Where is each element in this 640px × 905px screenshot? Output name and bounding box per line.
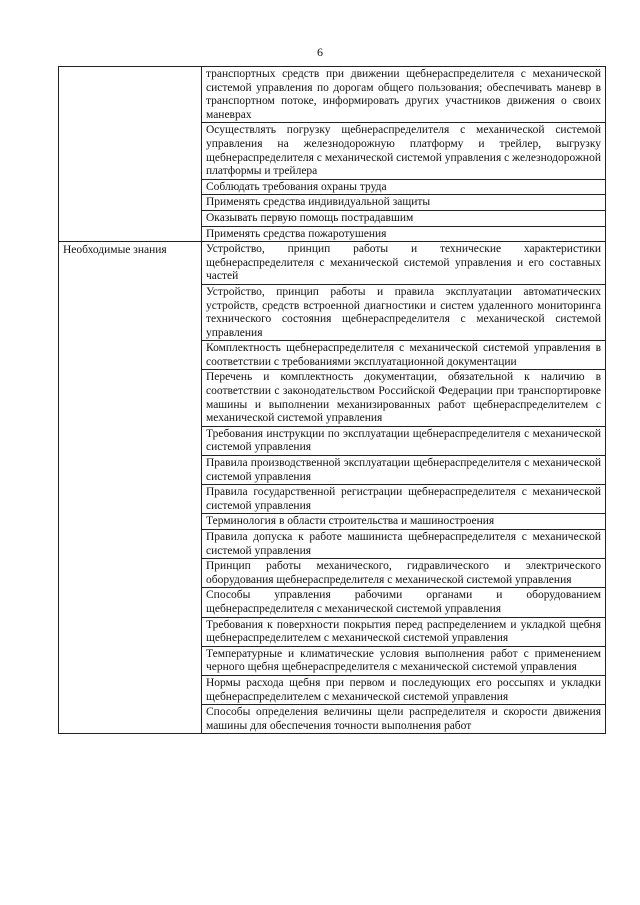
list-item: Соблюдать требования охраны труда — [202, 179, 605, 195]
table-row — [59, 242, 606, 734]
list-item: Устройство, принцип работы и правила эксплуатации автоматических устройств, средств встроенной диагностики и систем удаленного мониторинга технического состояния щебнераспределителя с механической системой управления — [202, 284, 605, 340]
list-item: Способы управления рабочими органами и оборудованием щебнераспределителя с механической системой управления — [202, 587, 605, 616]
list-item: Терминология в области строительства и машиностроения — [202, 513, 605, 529]
list-item: Способы определения величины щели распределителя и скорости движения машины для обеспечения точности выполнения работ — [202, 704, 605, 733]
list-item: Правила производственной эксплуатации щебнераспределителя с механической системой управления — [202, 455, 605, 484]
list-item: Требования к поверхности покрытия перед распределением и укладкой щебня щебнераспределителем с механической системой управления — [202, 617, 605, 646]
list-item: Правила допуска к работе машиниста щебнераспределителя с механической системой управления — [202, 529, 605, 558]
list-item: Температурные и климатические условия выполнения работ с применением черного щебня щебнераспределителя с механической системой управления — [202, 646, 605, 675]
page-number: 6 — [317, 45, 323, 59]
list-item: Нормы расхода щебня при первом и последующих его россыпях и укладки щебнераспределителем с механической системой управления — [202, 675, 605, 704]
table-row — [59, 67, 606, 242]
list-item: Применять средства пожаротушения — [202, 226, 605, 242]
list-item: Принцип работы механического, гидравлического и электрического оборудования щебнераспределителя с механической системой управления — [202, 558, 605, 587]
row-label — [59, 67, 201, 69]
list-item: Требования инструкции по эксплуатации щебнераспределителя с механической системой управления — [202, 426, 605, 455]
list-item: Устройство, принцип работы и технические характеристики щебнераспределителя с механической системой управления и его составных частей — [206, 243, 601, 283]
list-item: Перечень и комплектность документации, обязательной к наличию в соответствии с законодательством Российской Федерации при транспортировке машины и выполнении механизированных работ щебнераспределителем с механической системой управления — [202, 369, 605, 425]
list-item: Осуществлять погрузку щебнераспределителя с механической системой управления на железнодорожную платформу и трейлер, выгрузку щебнераспределителя с механической системой управления с железнодорожной платформы и трейлера — [202, 122, 605, 178]
row-label: Необходимые знания — [63, 244, 167, 257]
row-items-cell — [202, 242, 606, 734]
list-item: Правила государственной регистрации щебнераспределителя с механической системой управления — [202, 484, 605, 513]
row-label-cell — [59, 242, 202, 734]
competency-table — [58, 66, 606, 734]
row-label-cell — [59, 67, 202, 242]
list-item: Комплектность щебнераспределителя с механической системой управления в соответствии с требованиями эксплуатационной документации — [202, 340, 605, 369]
list-item: Применять средства индивидуальной защиты — [202, 194, 605, 210]
list-item: Оказывать первую помощь пострадавшим — [202, 210, 605, 226]
row-items-cell — [202, 67, 606, 242]
list-item: транспортных средств при движении щебнераспределителя с механической системой управления по дорогам общего пользования; обеспечивать маневр в транспортном потоке, информировать других участников движения о своих маневрах — [206, 68, 601, 121]
